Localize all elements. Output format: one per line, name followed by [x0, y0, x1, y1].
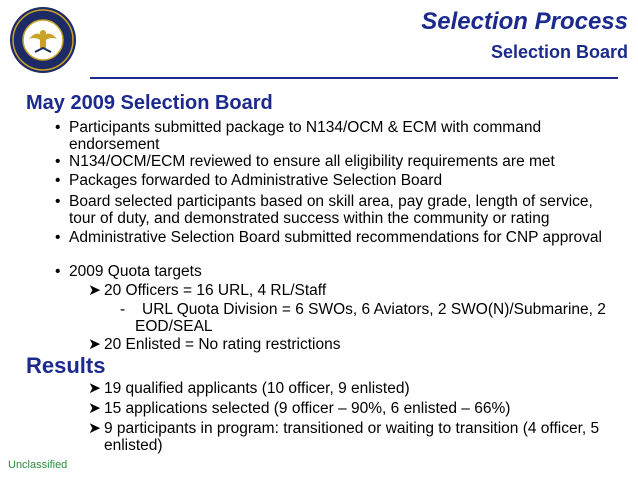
list-item: • Participants submitted package to N134/OCM & ECM with command endorsement	[55, 119, 542, 153]
arrow-bullet-icon: ➤	[88, 282, 101, 299]
arrow-bullet-icon: ➤	[88, 380, 101, 397]
section-heading-selection-board: May 2009 Selection Board	[26, 92, 273, 114]
arrow-bullet-icon: ➤	[88, 336, 101, 353]
header-divider	[90, 77, 618, 79]
result-item: ➤ 19 qualified applicants (10 officer, 9 enlisted)	[88, 380, 410, 397]
bullet-dot-icon: •	[55, 119, 61, 136]
page-subtitle: Selection Board	[490, 42, 628, 62]
list-item: • Administrative Selection Board submitted recommendations for CNP approval	[55, 229, 602, 246]
arrow-bullet-icon: ➤	[88, 400, 101, 417]
dash-bullet-icon: -	[120, 301, 126, 318]
list-item: • Packages forwarded to Administrative Selection Board	[55, 172, 443, 189]
classification-label: Unclassified	[8, 459, 68, 471]
result-item: ➤ 15 applications selected (9 officer – 90%, 6 enlisted – 66%)	[88, 400, 511, 417]
quota-item-enlisted: ➤ 20 Enlisted = No rating restrictions	[88, 336, 341, 353]
result-item: ➤ 9 participants in program: transitioned or waiting to transition (4 officer, 5 enlisted)	[88, 420, 600, 454]
bullet-dot-icon: •	[55, 193, 61, 210]
bullet-dot-icon: •	[55, 229, 61, 246]
arrow-bullet-icon: ➤	[88, 420, 101, 437]
quota-subitem-url-division: - URL Quota Division = 6 SWOs, 6 Aviators, 2 SWO(N)/Submarine, 2 EOD/SEAL	[120, 301, 606, 335]
navy-seal-icon	[9, 6, 77, 74]
quota-item-officers: ➤ 20 Officers = 16 URL, 4 RL/Staff	[88, 282, 327, 299]
list-item: • Board selected participants based on skill area, pay grade, length of service, tour of duty, and demonstrated success within the community or rating	[55, 193, 593, 227]
bullet-dot-icon: •	[55, 153, 61, 170]
bullet-dot-icon: •	[55, 263, 61, 280]
list-item: • 2009 Quota targets	[55, 263, 202, 280]
section-heading-results: Results	[26, 353, 106, 378]
page-title: Selection Process	[421, 8, 628, 35]
bullet-dot-icon: •	[55, 172, 61, 189]
list-item: • N134/OCM/ECM reviewed to ensure all eligibility requirements are met	[55, 153, 555, 170]
